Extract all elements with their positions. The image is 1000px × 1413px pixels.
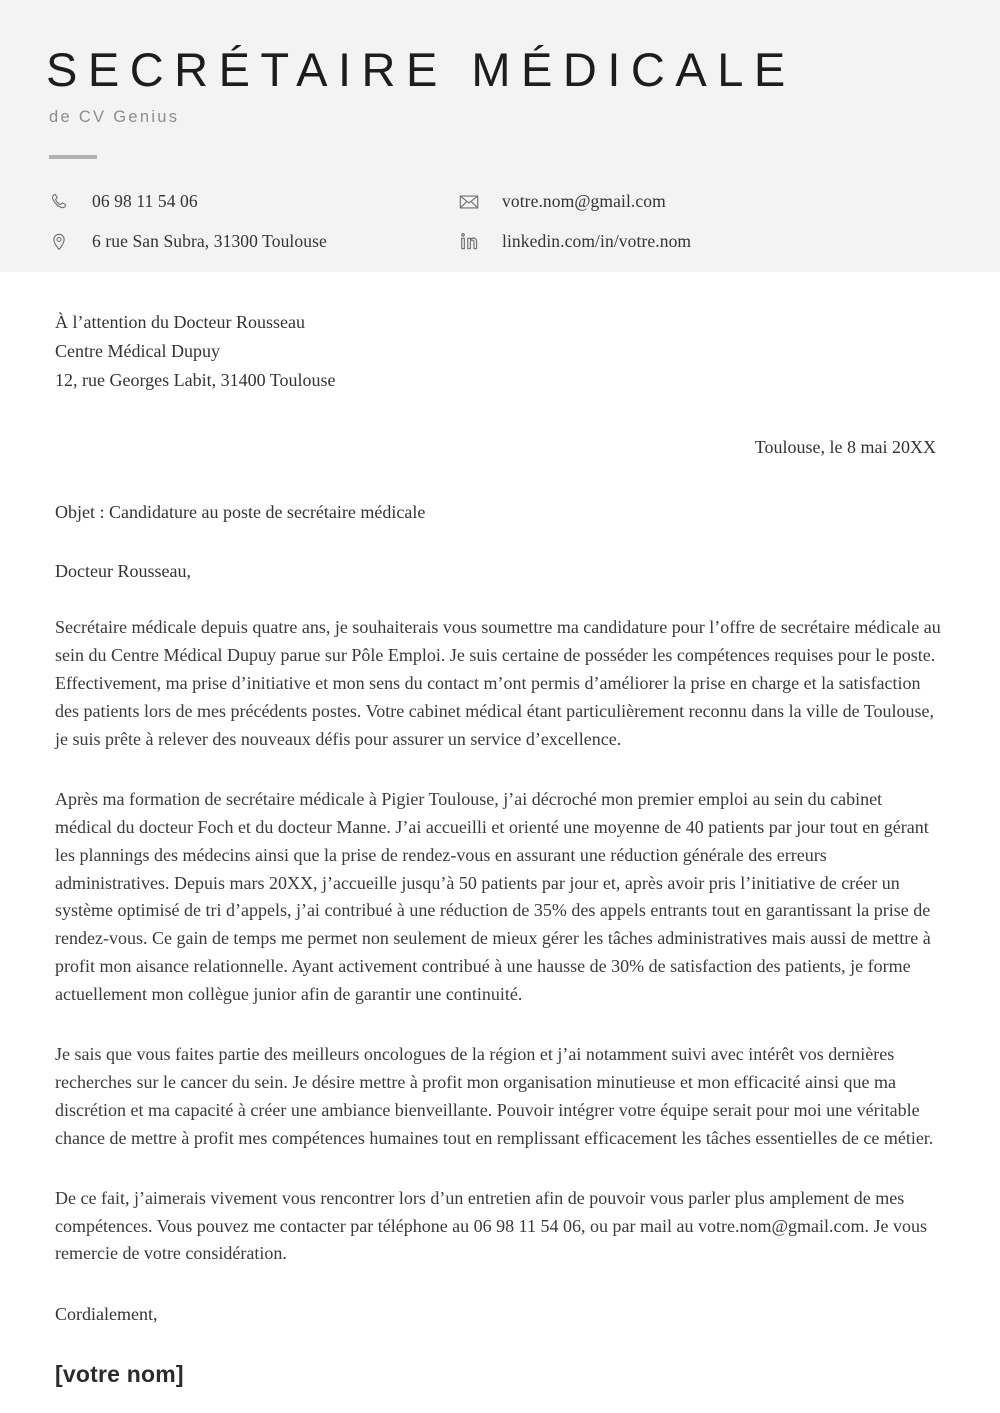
contact-item-phone <box>46 189 456 215</box>
envelope-icon <box>456 189 482 215</box>
recipient-line-2: Centre Médical Dupuy <box>55 341 220 362</box>
contact-item-email <box>456 189 954 215</box>
contact-value-linkedin: linkedin.com/in/votre.nom <box>502 231 692 252</box>
phone-icon <box>46 189 72 215</box>
header-divider <box>49 155 97 159</box>
page-title: SECRÉTAIRE MÉDICALE <box>46 43 796 96</box>
contact-details <box>46 189 954 255</box>
closing-line: Cordialement, <box>55 1304 158 1325</box>
contact-item-address <box>46 229 456 255</box>
body-paragraph-2: Après ma formation de secrétaire médicale à Pigier Toulouse, j’ai décroché mon premier emploi au sein du cabinet médical du docteur Foch et du docteur Manne. J’ai accueilli et orienté une moyenne de 40 patients par jour tout en gérant les plannings des médecins ainsi que la prise de rendez-vous en assurant une réduction générale des erreurs administratives. Depuis mars 20XX, j’accueille jusqu’à 50 patients par jour et, après avoir pris l’initiative de créer un système optimisé de tri d’appels, j’ai contribué à une réduction de 35% des appels entrants tout en garantissant la prise de rendez-vous. Ce gain de temps me permet non seulement de mieux gérer les tâches administratives mais aussi de mettre à profit mon aisance relationnelle. Ayant activement contribué à une hausse de 30% de satisfaction des patients, je forme actuellement mon collègue junior afin de garantir une continuité. <box>55 788 931 1005</box>
contact-item-linkedin <box>456 229 954 255</box>
linkedin-icon <box>456 229 482 255</box>
contact-value-email: votre.nom@gmail.com <box>502 191 666 212</box>
recipient-address <box>55 308 954 395</box>
location-pin-icon <box>46 229 72 255</box>
contact-value-phone: 06 98 11 54 06 <box>92 191 198 212</box>
date-line: Toulouse, le 8 mai 20XX <box>754 437 936 458</box>
body-paragraph-1: Secrétaire médicale depuis quatre ans, je souhaiterais vous soumettre ma candidature pour l’offre de secrétaire médicale au sein du Centre Médical Dupuy parue sur Pôle Emploi. Je suis certaine de posséder les compétences requises pour le poste. Effectivement, ma prise d’initiative et mon sens du contact m’ont permis d’améliorer la prise en charge et la satisfaction des patients lors de mes précédents postes. Votre cabinet médical étant particulièrement reconnu dans la ville de Toulouse, je suis prête à relever des nouveaux défis pour assurer un service d’excellence. <box>55 617 941 750</box>
body-paragraph-3: Je sais que vous faites partie des meilleurs oncologues de la région et j’ai notamment suivi avec intérêt vos dernières recherches sur le cancer du sein. Je désire mettre à profit mon organisation minutieuse et mon efficacité ainsi que ma discrétion et ma capacité à créer une ambiance bienveillante. Pouvoir intégrer votre équipe serait pour moi une véritable chance de mettre à profit mes compétences humaines tout en remplissant efficacement les tâches essentielles de ce métier. <box>55 1044 934 1148</box>
salutation: Docteur Rousseau, <box>55 561 191 582</box>
contact-value-address: 6 rue San Subra, 31300 Toulouse <box>92 231 327 252</box>
signature-name: [votre nom] <box>55 1361 184 1388</box>
page-subtitle: de CV Genius <box>49 107 180 126</box>
recipient-line-1: À l’attention du Docteur Rousseau <box>55 312 305 332</box>
recipient-line-3: 12, rue Georges Labit, 31400 Toulouse <box>55 370 336 391</box>
body-paragraph-4: De ce fait, j’aimerais vivement vous rencontrer lors d’un entretien afin de pouvoir vous parler plus amplement de mes compétences. Vous pouvez me contacter par téléphone au 06 98 11 54 06, ou par mail au votre.nom@gmail.com. Je vous remercie de votre considération. <box>55 1187 928 1264</box>
letter-body <box>0 272 1000 1388</box>
letter-header <box>0 0 1000 272</box>
subject-line: Objet : Candidature au poste de secrétaire médicale <box>55 502 426 523</box>
